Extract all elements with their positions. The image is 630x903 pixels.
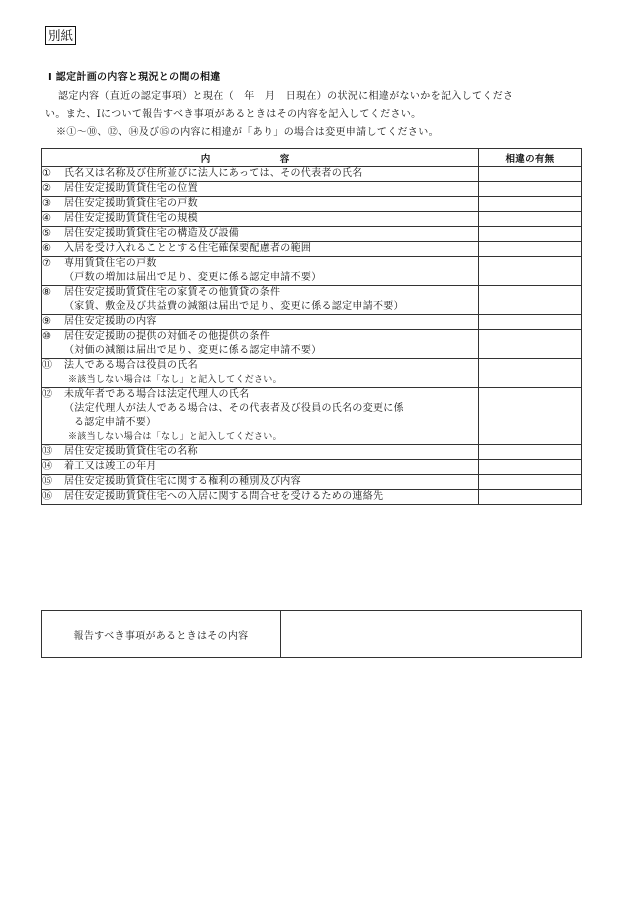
row-main-line bbox=[42, 182, 478, 196]
row-content bbox=[42, 359, 479, 388]
difference-check-field[interactable] bbox=[479, 197, 582, 212]
row-main-line bbox=[42, 212, 478, 226]
row-content bbox=[42, 257, 479, 286]
row-content bbox=[42, 445, 479, 460]
row-label: 未成年者である場合は法定代理人の氏名 bbox=[64, 389, 250, 400]
row-number: ⑯ bbox=[42, 491, 53, 502]
annex-tag: 別紙 bbox=[45, 26, 76, 45]
row-content bbox=[42, 286, 479, 315]
row-number: ⑧ bbox=[42, 287, 52, 298]
row-label: 入居を受け入れることとする住宅確保要配慮者の範囲 bbox=[64, 243, 312, 254]
row-content bbox=[42, 315, 479, 330]
row-label: 居住安定援助賃貸住宅に関する権利の種別及び内容 bbox=[64, 476, 301, 487]
row-content bbox=[42, 182, 479, 197]
report-content-field[interactable] bbox=[281, 611, 582, 658]
row-small-note: ※該当しない場合は「なし」と記入してください。 bbox=[68, 375, 282, 385]
table-row bbox=[42, 315, 582, 330]
row-small-note: ※該当しない場合は「なし」と記入してください。 bbox=[68, 432, 282, 442]
row-label: 居住安定援助賃貸住宅への入居に関する問合せを受けるための連絡先 bbox=[64, 491, 384, 502]
table-row bbox=[42, 167, 582, 182]
row-number: ③ bbox=[42, 198, 52, 209]
difference-check-field[interactable] bbox=[479, 315, 582, 330]
intro-text bbox=[45, 88, 583, 142]
table-row bbox=[42, 242, 582, 257]
row-label: 居住安定援助賃貸住宅の位置 bbox=[64, 183, 198, 194]
row-content bbox=[42, 460, 479, 475]
table-row bbox=[42, 227, 582, 242]
row-number: ⑦ bbox=[42, 258, 52, 269]
difference-check-field[interactable] bbox=[479, 490, 582, 505]
table-row bbox=[42, 445, 582, 460]
row-content bbox=[42, 227, 479, 242]
row-label: 氏名又は名称及び住所並びに法人にあっては、その代表者の氏名 bbox=[64, 168, 363, 179]
row-number: ⑥ bbox=[42, 243, 52, 254]
row-label: 専用賃貸住宅の戸数 bbox=[64, 258, 157, 269]
row-sub-note: （戸数の増加は届出で足り、変更に係る認定申請不要） bbox=[64, 272, 322, 283]
table-header-row bbox=[42, 149, 582, 167]
table-row bbox=[42, 182, 582, 197]
row-label: 法人である場合は役員の氏名 bbox=[64, 360, 198, 371]
row-label: 居住安定援助賃貸住宅の家賃その他賃貸の条件 bbox=[64, 287, 281, 298]
row-content bbox=[42, 388, 479, 445]
table-row bbox=[42, 212, 582, 227]
row-main-line bbox=[42, 197, 478, 211]
header-item: 内 容 bbox=[42, 149, 479, 167]
row-label: 居住安定援助の提供の対価その他提供の条件 bbox=[64, 331, 270, 342]
row-content bbox=[42, 212, 479, 227]
difference-check-field[interactable] bbox=[479, 212, 582, 227]
row-sub-note: （対価の減額は届出で足り、変更に係る認定申請不要） bbox=[64, 345, 322, 356]
row-number: ⑬ bbox=[42, 446, 53, 457]
difference-check-field[interactable] bbox=[479, 167, 582, 182]
difference-check-field[interactable] bbox=[479, 359, 582, 388]
row-main-line bbox=[42, 286, 478, 300]
table-row bbox=[42, 330, 582, 359]
row-number: ④ bbox=[42, 213, 52, 224]
intro-line-2: い。また、Ⅰについて報告すべき事項があるときはその内容を記入してください。 bbox=[45, 109, 422, 120]
row-main-line bbox=[42, 388, 478, 402]
row-content bbox=[42, 167, 479, 182]
row-main-line bbox=[42, 315, 478, 329]
report-label: 報告すべき事項があるときはその内容 bbox=[42, 611, 281, 658]
row-sub-note-cont: る認定申請不要） bbox=[74, 417, 157, 428]
difference-check-field[interactable] bbox=[479, 286, 582, 315]
report-row bbox=[42, 611, 582, 658]
row-main-line bbox=[42, 460, 478, 474]
row-sub-note: （法定代理人が法人である場合は、その代表者及び役員の氏名の変更に係 bbox=[64, 403, 404, 414]
table-row bbox=[42, 460, 582, 475]
difference-check-field[interactable] bbox=[479, 257, 582, 286]
table-row bbox=[42, 388, 582, 445]
row-main-line bbox=[42, 445, 478, 459]
difference-check-field[interactable] bbox=[479, 388, 582, 445]
row-label: 居住安定援助賃貸住宅の戸数 bbox=[64, 198, 198, 209]
row-sub-note: （家賃、敷金及び共益費の減額は届出で足り、変更に係る認定申請不要） bbox=[64, 301, 404, 312]
row-number: ⑫ bbox=[42, 389, 53, 400]
row-label: 居住安定援助賃貸住宅の名称 bbox=[64, 446, 198, 457]
row-main-line bbox=[42, 330, 478, 344]
difference-check-field[interactable] bbox=[479, 445, 582, 460]
intro-note: ※①～⑩、⑫、⑭及び⑮の内容に相違が「あり」の場合は変更申請してください。 bbox=[56, 127, 439, 138]
table-row bbox=[42, 257, 582, 286]
row-main-line bbox=[42, 475, 478, 489]
row-number: ⑨ bbox=[42, 316, 52, 327]
row-number: ⑤ bbox=[42, 228, 52, 239]
row-main-line bbox=[42, 359, 478, 373]
row-number: ⑪ bbox=[42, 360, 53, 371]
comparison-table bbox=[41, 148, 582, 505]
intro-line-1: 認定内容（直近の認定事項）と現在（ 年 月 日現在）の状況に相違がないかを記入してくださ bbox=[58, 91, 514, 102]
row-main-line bbox=[42, 167, 478, 181]
row-main-line bbox=[42, 227, 478, 241]
row-content bbox=[42, 330, 479, 359]
row-number: ⑩ bbox=[42, 331, 52, 342]
row-number: ⑮ bbox=[42, 476, 53, 487]
difference-check-field[interactable] bbox=[479, 330, 582, 359]
row-main-line bbox=[42, 242, 478, 256]
row-content bbox=[42, 475, 479, 490]
row-number: ② bbox=[42, 183, 52, 194]
row-label: 居住安定援助の内容 bbox=[64, 316, 157, 327]
row-content bbox=[42, 242, 479, 257]
row-content bbox=[42, 197, 479, 212]
difference-check-field[interactable] bbox=[479, 460, 582, 475]
row-main-line bbox=[42, 490, 478, 504]
table-row bbox=[42, 475, 582, 490]
row-label: 着工又は竣工の年月 bbox=[64, 461, 157, 472]
difference-check-field[interactable] bbox=[479, 182, 582, 197]
table-row bbox=[42, 490, 582, 505]
row-label: 居住安定援助賃貸住宅の構造及び設備 bbox=[64, 228, 240, 239]
section-title: Ⅰ 認定計画の内容と現況との間の相違 bbox=[48, 72, 221, 83]
row-content bbox=[42, 490, 479, 505]
header-check: 相違の有無 bbox=[479, 149, 582, 167]
row-number: ① bbox=[42, 168, 52, 179]
row-label: 居住安定援助賃貸住宅の規模 bbox=[64, 213, 198, 224]
report-table bbox=[41, 610, 582, 658]
difference-check-field[interactable] bbox=[479, 475, 582, 490]
difference-check-field[interactable] bbox=[479, 227, 582, 242]
row-main-line bbox=[42, 257, 478, 271]
difference-check-field[interactable] bbox=[479, 242, 582, 257]
table-row bbox=[42, 359, 582, 388]
row-number: ⑭ bbox=[42, 461, 53, 472]
table-row bbox=[42, 286, 582, 315]
table-row bbox=[42, 197, 582, 212]
